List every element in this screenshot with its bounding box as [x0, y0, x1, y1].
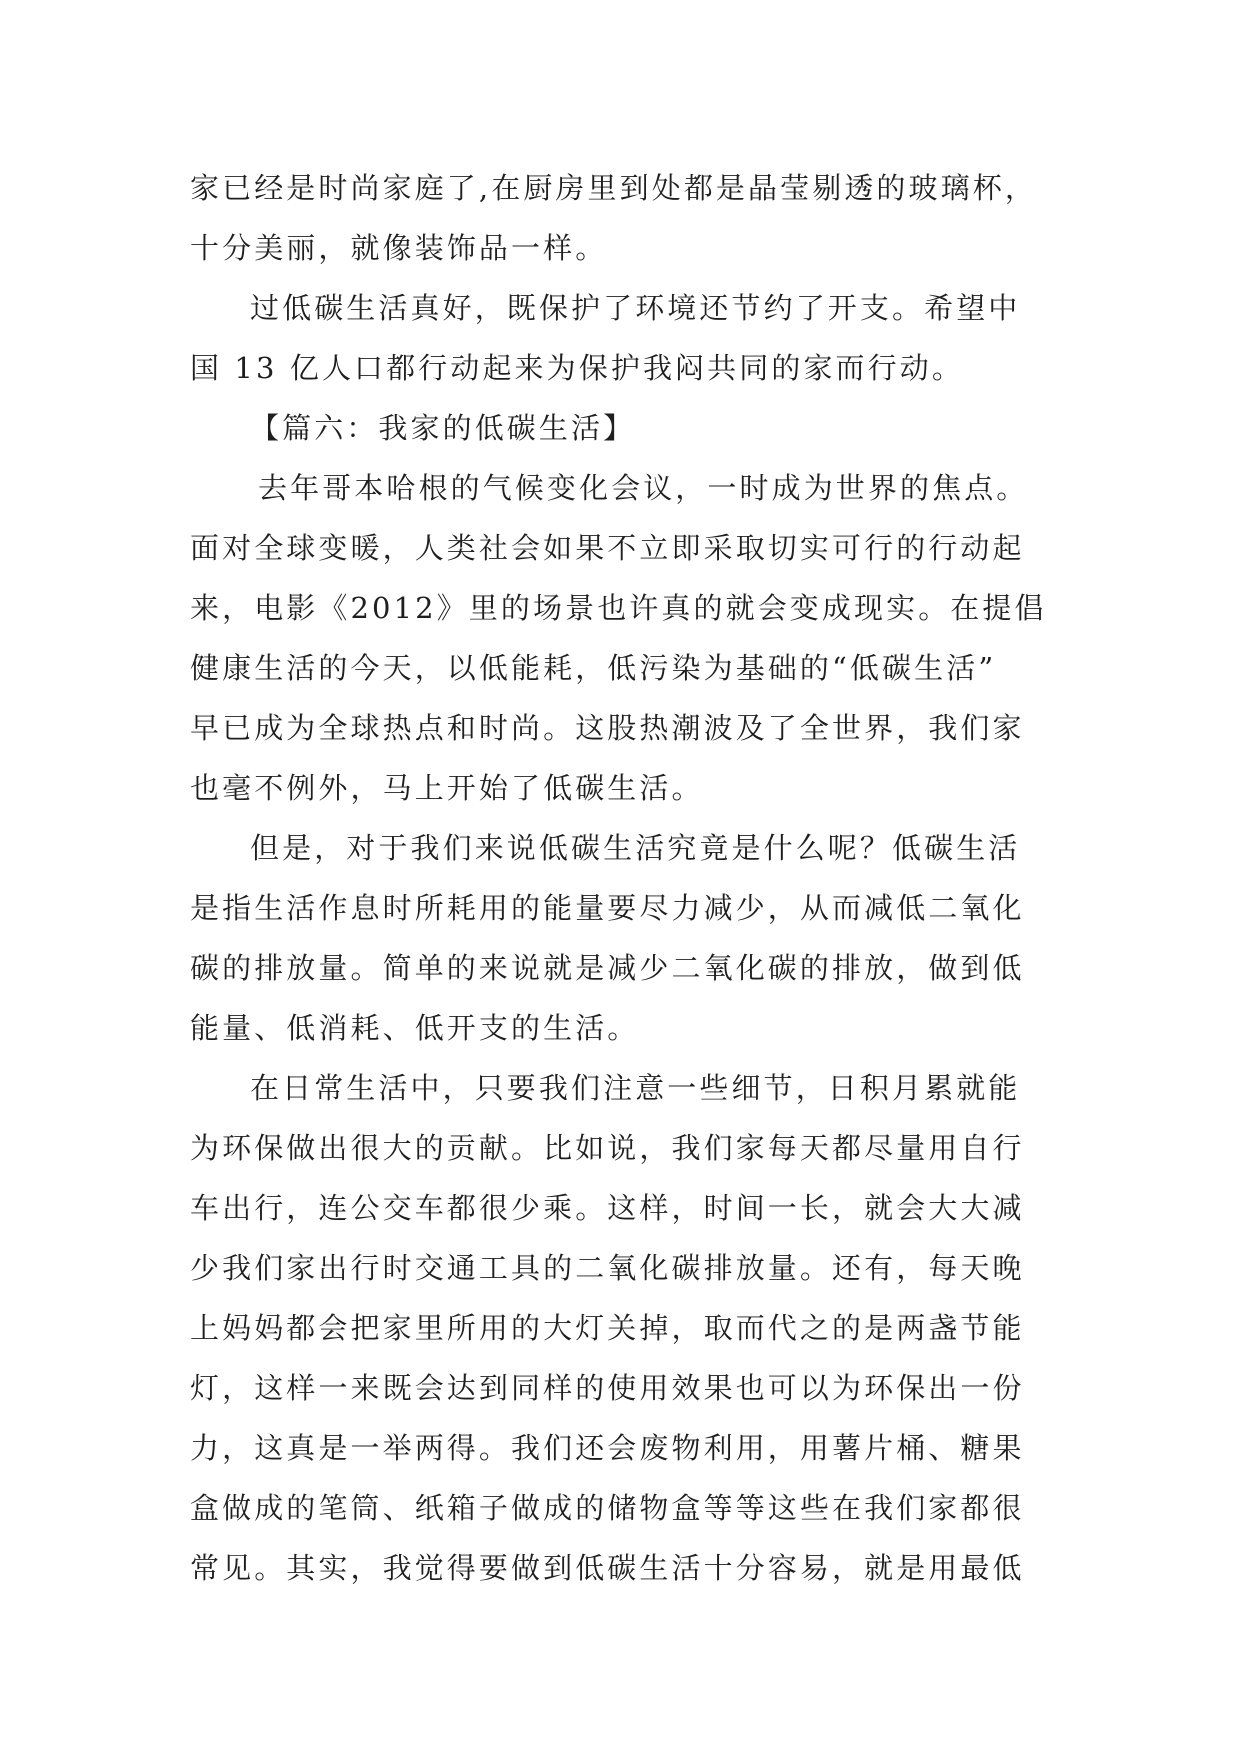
text-line: 面对全球变暖，人类社会如果不立即采取切实可行的行动起: [190, 531, 1025, 565]
text-line: 但是，对于我们来说低碳生活究竟是什么呢？低碳生活: [250, 831, 1021, 865]
text-line: 碳的排放量。简单的来说就是减少二氧化碳的排放，做到低: [190, 951, 1025, 985]
text-line: 早已成为全球热点和时尚。这股热潮波及了全世界，我们家: [190, 711, 1025, 745]
text-line: 国 13 亿人口都行动起来为保护我闷共同的家而行动。: [190, 351, 964, 385]
section-heading: 【篇六：我家的低碳生活】: [250, 411, 636, 445]
text-line: 去年哥本哈根的气候变化会议，一时成为世界的焦点。: [258, 471, 1029, 505]
text-line: 过低碳生活真好，既保护了环境还节约了开支。希望中: [250, 291, 1021, 325]
text-line: 也毫不例外，马上开始了低碳生活。: [190, 771, 704, 805]
text-line: 能量、低消耗、低开支的生活。: [190, 1011, 640, 1045]
text-line: 常见。其实，我觉得要做到低碳生活十分容易，就是用最低: [190, 1551, 1025, 1585]
text-line: 来，电影《2012》里的场景也许真的就会变成现实。在提倡: [190, 591, 1047, 625]
text-line: 是指生活作息时所耗用的能量要尽力减少，从而减低二氧化: [190, 891, 1025, 925]
text-line: 力，这真是一举两得。我们还会废物利用，用薯片桶、糖果: [190, 1431, 1025, 1465]
text-line: 为环保做出很大的贡献。比如说，我们家每天都尽量用自行: [190, 1131, 1025, 1165]
text-line: 在日常生活中，只要我们注意一些细节，日积月累就能: [250, 1071, 1021, 1105]
text-line: 家已经是时尚家庭了,在厨房里到处都是晶莹剔透的玻璃杯，: [190, 171, 1037, 205]
text-line: 少我们家出行时交通工具的二氧化碳排放量。还有，每天晚: [190, 1251, 1025, 1285]
text-line: 灯，这样一来既会达到同样的使用效果也可以为环保出一份: [190, 1371, 1025, 1405]
text-line: 十分美丽，就像装饰品一样。: [190, 231, 608, 265]
text-line: 车出行，连公交车都很少乘。这样，时间一长，就会大大减: [190, 1191, 1025, 1225]
text-line: 上妈妈都会把家里所用的大灯关掉，取而代之的是两盏节能: [190, 1311, 1025, 1345]
text-line: 健康生活的今天，以低能耗，低污染为基础的“低碳生活”: [190, 651, 997, 685]
text-line: 盒做成的笔筒、纸箱子做成的储物盒等等这些在我们家都很: [190, 1491, 1025, 1525]
